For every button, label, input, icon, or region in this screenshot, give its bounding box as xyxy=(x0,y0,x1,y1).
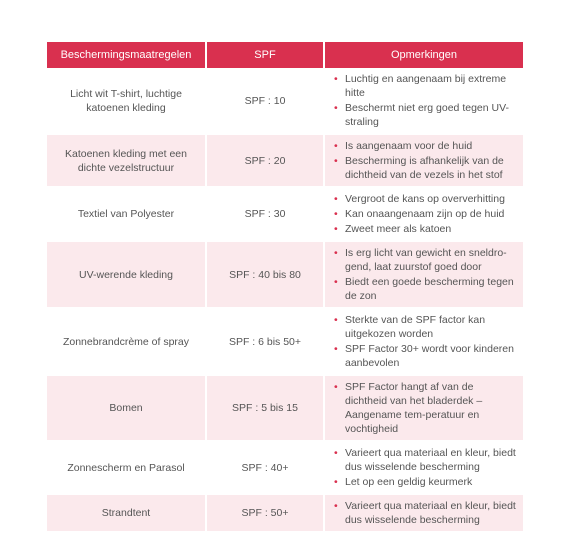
measure-cell: Licht wit T-shirt, luchtige katoenen kleding xyxy=(47,68,205,135)
remarks-cell xyxy=(323,495,523,533)
spf-cell: SPF : 10 xyxy=(205,68,323,135)
remarks-list xyxy=(333,246,517,303)
remarks-cell xyxy=(323,188,523,242)
remark-item: • Bescherming is afhankelijk van de dichtheid van de vezels in het stof xyxy=(333,154,517,182)
measure-cell: Zonnebrandcrème of spray xyxy=(47,309,205,376)
remark-item: • SPF Factor hangt af van de dichtheid van het bladerdek – Aangename tem-peratuur en vochtigheid xyxy=(333,380,517,436)
spf-cell: SPF : 5 bis 15 xyxy=(205,376,323,442)
remark-item: • Zweet meer als katoen xyxy=(333,222,517,236)
measure-cell: Strandtent xyxy=(47,495,205,533)
remarks-cell xyxy=(323,376,523,442)
spf-cell: SPF : 40 bis 80 xyxy=(205,242,323,309)
header-spf: SPF xyxy=(205,42,323,68)
measure-cell: UV-werende kleding xyxy=(47,242,205,309)
remarks-list xyxy=(333,192,517,236)
spf-cell: SPF : 40+ xyxy=(205,442,323,495)
remark-item: • SPF Factor 30+ wordt voor kinderen aanbevolen xyxy=(333,342,517,370)
remarks-list xyxy=(333,139,517,182)
remark-item: • Biedt een goede bescherming tegen de zon xyxy=(333,275,517,303)
remarks-list xyxy=(333,380,517,436)
remark-item: • Beschermt niet erg goed tegen UV-straling xyxy=(333,101,517,129)
remarks-list xyxy=(333,499,517,527)
table-row xyxy=(47,68,523,135)
measure-cell: Bomen xyxy=(47,376,205,442)
remarks-cell xyxy=(323,242,523,309)
remarks-list xyxy=(333,446,517,489)
measure-cell: Zonnescherm en Parasol xyxy=(47,442,205,495)
remark-item: • Vergroot de kans op oververhitting xyxy=(333,192,517,206)
spf-cell: SPF : 30 xyxy=(205,188,323,242)
measure-cell: Katoenen kleding met een dichte vezelstructuur xyxy=(47,135,205,188)
remark-item: • Luchtig en aangenaam bij extreme hitte xyxy=(333,72,517,100)
table-row xyxy=(47,495,523,533)
spf-table xyxy=(47,42,523,533)
header-measures: Beschermingsmaatregelen xyxy=(47,42,205,68)
table-row xyxy=(47,188,523,242)
remarks-cell xyxy=(323,68,523,135)
table-row xyxy=(47,309,523,376)
remarks-cell xyxy=(323,442,523,495)
table-row xyxy=(47,376,523,442)
remark-item: • Is erg licht van gewicht en sneldro-gend, laat zuurstof goed door xyxy=(333,246,517,274)
remark-item: • Kan onaangenaam zijn op de huid xyxy=(333,207,517,221)
table-row xyxy=(47,242,523,309)
header-remarks: Opmerkingen xyxy=(323,42,523,68)
remarks-list xyxy=(333,72,517,129)
remarks-cell xyxy=(323,135,523,188)
table-header-row xyxy=(47,42,523,68)
remark-item: • Is aangenaam voor de huid xyxy=(333,139,517,153)
measure-cell: Textiel van Polyester xyxy=(47,188,205,242)
table-body xyxy=(47,68,523,533)
table-row xyxy=(47,442,523,495)
remark-item: • Sterkte van de SPF factor kan uitgekozen worden xyxy=(333,313,517,341)
remark-item: • Varieert qua materiaal en kleur, biedt dus wisselende bescherming xyxy=(333,446,517,474)
table-row xyxy=(47,135,523,188)
spf-cell: SPF : 6 bis 50+ xyxy=(205,309,323,376)
remarks-list xyxy=(333,313,517,370)
remark-item: • Varieert qua materiaal en kleur, biedt dus wisselende bescherming xyxy=(333,499,517,527)
remark-item: • Let op een geldig keurmerk xyxy=(333,475,517,489)
spf-cell: SPF : 50+ xyxy=(205,495,323,533)
remarks-cell xyxy=(323,309,523,376)
spf-cell: SPF : 20 xyxy=(205,135,323,188)
